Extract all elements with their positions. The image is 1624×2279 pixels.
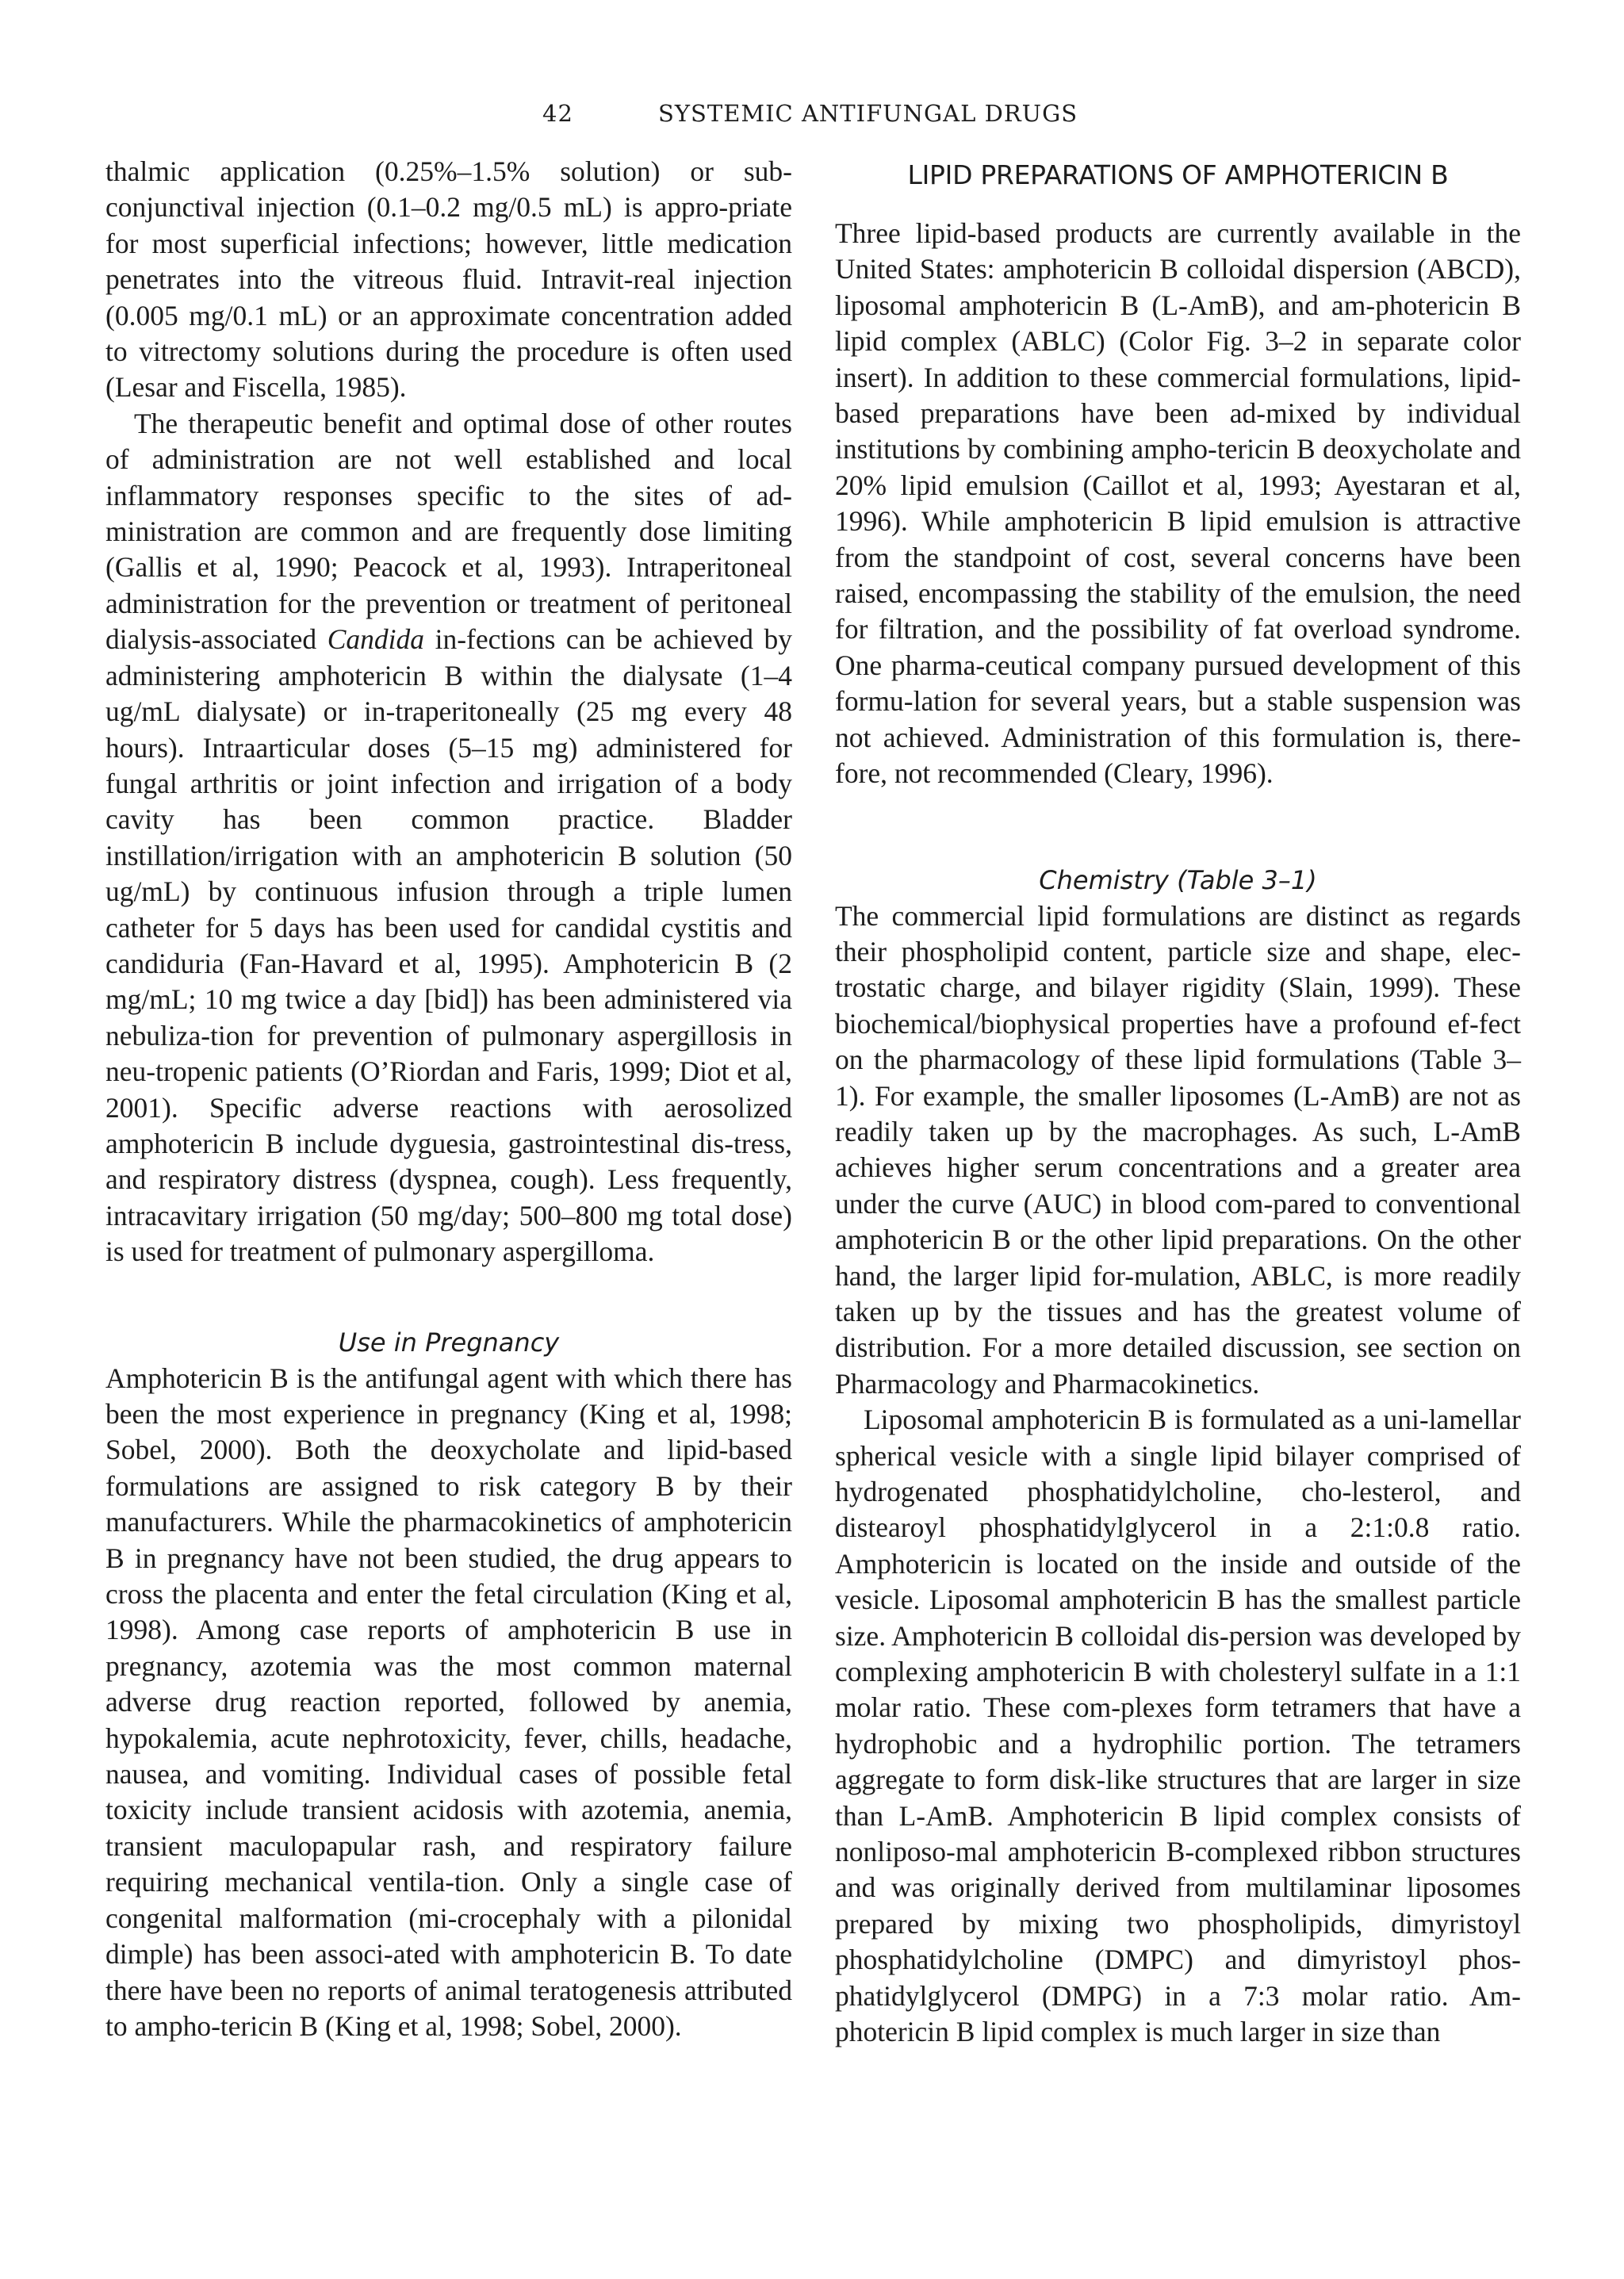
subheading-use-in-pregnancy: Use in Pregnancy (338, 1327, 560, 1358)
paragraph-other-routes-part-b: in-fections can be achieved by administering amphotericin B within the dialysate (1–4 ug/mL dialysate) or in-traperitoneally (25 mg every 48 hours). Intraarticular doses (5–15 mg) administered for fungal arthritis or joint infection and irrigation of a body cavity has been common practice. Bladder instillation/irrigation with an amphotericin B solution (50 ug/mL) by continuous infusion through a triple lumen catheter for 5 days has been used for candidal cystitis and candiduria (Fan-Havard et al, 1995). Amphotericin B (2 mg/mL; 10 mg twice a day [bid]) has been administered via nebuliza-tion for prevention of pulmonary aspergillosis in neu-tropenic patients (O’Riordan and Faris, 1999; Diot et al, 2001). Specific adverse reactions with aerosolized amphotericin B include dyguesia, gastrointestinal dis-tress, and respiratory distress (dyspnea, cough). Less frequently, intracavitary irrigation (50 mg/day; 500–800 mg total dose) is used for treatment of pulmonary aspergilloma. (105, 623, 792, 1268)
paragraph-pregnancy: Amphotericin B is the antifungal agent with which there has been the most experience in pregnancy (King et al, 1998; Sobel, 2000). Both the deoxycholate and lipid-based formulations are assigned to risk category B by their manufacturers. While the pharmacokinetics of amphotericin B in pregnancy have not been studied, the drug appears to cross the placenta and enter the fetal circulation (King et al, 1998). Among case reports of amphotericin B use in pregnancy, azotemia was the most common maternal adverse drug reaction reported, followed by anemia, hypokalemia, acute nephrotoxicity, fever, chills, headache, nausea, and vomiting. Individual cases of possible fetal toxicity include transient acidosis with azotemia, anemia, transient maculopapular rash, and respiratory failure requiring mechanical ventila-tion. Only a single case of congenital malformation (mi-crocephaly with a pilonidal dimple) has been associ-ated with amphotericin B. To date there have been no reports of animal teratogenesis attributed to ampho-tericin B (King et al, 1998; Sobel, 2000). (105, 1362, 792, 2042)
paragraph-other-routes-part-a: The therapeutic benefit and optimal dose of other routes of administration are not well established and local inflammatory responses specific to the sites of ad-ministration are common and are frequently dose limiting (Gallis et al, 1990; Peacock et al, 1993). Intraperitoneal administration for the prevention or treatment of peritoneal dialysis-associated (105, 407, 792, 656)
left-column (105, 154, 792, 2044)
subheading-chemistry: Chemistry (Table 3–1) (1039, 864, 1317, 895)
paragraph-ophthalmic-continuation: thalmic application (0.25%–1.5% solution) or sub-conjunctival injection (0.1–0.2 mg/0.5 mL) is appro-priate for most superficial infections; however, little medication penetrates into the vitreous fluid. Intravit-real injection (0.005 mg/0.1 mL) or an approximate concentration added to vitrectomy solutions during the procedure is often used (Lesar and Fiscella, 1985). (105, 155, 792, 404)
paragraph-lipid-products: Three lipid-based products are currently available in the United States: amphotericin B colloidal dispersion (ABCD), liposomal amphotericin B (L-AmB), and am-photericin B lipid complex (ABLC) (Color Fig. 3–2 in separate color insert). In addition to these commercial formulations, lipid-based preparations have been ad-mixed by individual institutions by combining ampho-tericin B deoxycholate and 20% lipid emulsion (Caillot et al, 1993; Ayestaran et al, 1996). While amphotericin B lipid emulsion is attractive from the standpoint of cost, several concerns have been raised, encompassing the stability of the emulsion, the need for filtration, and the possibility of fat overload syndrome. One pharma-ceutical company pursued development of this formu-lation for several years, but a stable suspension was not achieved. Administration of this formulation is, there-fore, not recommended (Cleary, 1996). (835, 217, 1521, 790)
paragraph-chemistry: The commercial lipid formulations are distinct as regards their phospholipid content, particle size and shape, elec-trostatic charge, and bilayer rigidity (Slain, 1999). These biochemical/biophysical properties have a profound ef-fect on the pharmacology of these lipid formulations (Table 3–1). For example, the smaller liposomes (L-AmB) are not as readily taken up by the macrophages. As such, L-AmB achieves higher serum concentrations and a greater area under the curve (AUC) in blood com-pared to conventional amphotericin B or the other lipid preparations. On the other hand, the larger lipid for-mulation, ABLC, is more readily taken up by the tissues and has the greatest volume of distribution. For a more detailed discussion, see section on Pharmacology and Pharmacokinetics. (835, 899, 1521, 1400)
page-header (0, 100, 1624, 140)
paragraph-other-routes (105, 406, 792, 1270)
paragraph-liposomal: Liposomal amphotericin B is formulated as a uni-lamellar spherical vesicle with a single lipid bilayer comprised of hydrogenated phosphatidylcholine, cho-lesterol, and distearoyl phosphatidylglycerol in a 2:1:0.8 ratio. Amphotericin is located on the inside and outside of the vesicle. Liposomal amphotericin B has the smallest particle size. Amphotericin B colloidal dis-persion was developed by complexing amphotericin B with cholesteryl sulfate in a 1:1 molar ratio. These com-plexes form tetramers that have a hydrophobic and a hydrophilic portion. The tetramers aggregate to form disk-like structures that are larger in size than L-AmB. Amphotericin B lipid complex consists of nonliposo-mal amphotericin B-complexed ribbon structures and was originally derived from multilaminar liposomes prepared by mixing two phospholipids, dimyristoyl phosphatidylcholine (DMPC) and dimyristoyl phos-phatidylglycerol (DMPG) in a 7:3 molar ratio. Am-photericin B lipid complex is much larger in size than (835, 1404, 1521, 2048)
page-number: 42 (542, 100, 573, 127)
section-heading-lipid-preparations: LIPID PREPARATIONS OF AMPHOTERICIN B (907, 159, 1449, 190)
running-title: SYSTEMIC ANTIFUNGAL DRUGS (658, 100, 1078, 127)
right-column (835, 157, 1521, 2051)
candida-italic: Candida (327, 623, 425, 656)
